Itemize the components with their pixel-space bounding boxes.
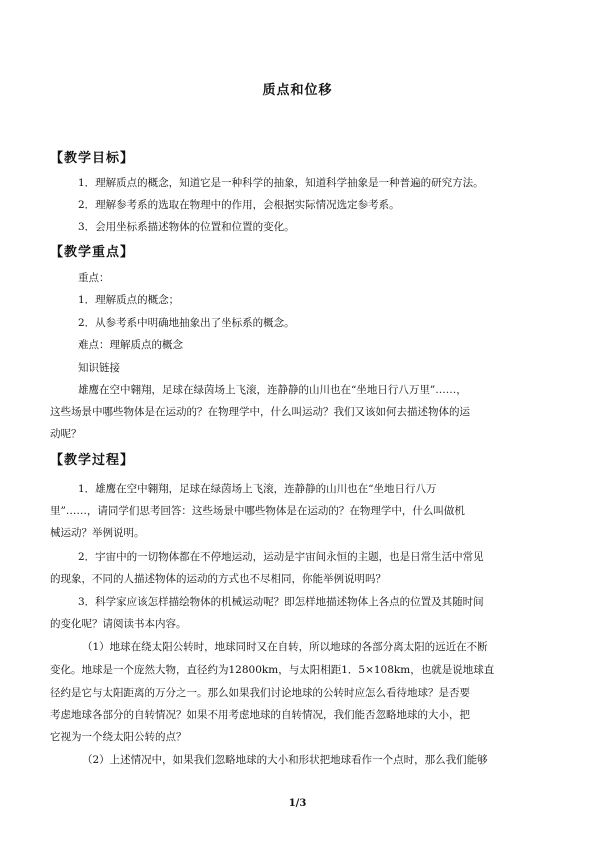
process-line: 的现象，不同的人描述物体的运动的方式也不尽相同，你能举例说明吗？ xyxy=(50,573,386,585)
process-line: 考虑地球各部分的自转情况？如果不用考虑地球的自转情况，我们能否忽略地球的大小，把 xyxy=(50,709,470,721)
process-line: 它视为一个绕太阳公转的点？ xyxy=(50,731,187,743)
knowledge-link-text: 这些场景中哪些物体是在运动的？在物理学中，什么叫运动？我们又该如何去描述物体的运 xyxy=(50,406,470,418)
process-line: 2．宇宙中的一切物体都在不停地运动，运动是宇宙间永恒的主题，也是日常生活中常见 xyxy=(78,551,484,563)
document-title: 质点和位移 xyxy=(262,83,333,98)
process-line: 械运动？举例说明。 xyxy=(50,527,145,539)
key-point-line: 2．从参考系中明确地抽象出了坐标系的概念。 xyxy=(78,317,295,329)
goal-item: 3．会用坐标系描述物体的位置和位置的变化。 xyxy=(78,221,295,233)
process-line: 径约是它与太阳距离的万分之一。那么如果我们讨论地球的公转时应怎么看待地球？是否要 xyxy=(50,687,470,699)
goal-item: 1．理解质点的概念，知道它是一种科学的抽象，知道科学抽象是一种普遍的研究方法。 xyxy=(78,177,484,189)
knowledge-link-text: 雄鹰在空中翱翔，足球在绿茵场上飞滚，连静静的山川也在“坐地日行八万里”……， xyxy=(78,384,467,396)
process-line: 里”……，请同学们思考回答：这些场景中哪些物体是在运动的？在物理学中，什么叫做机 xyxy=(50,505,465,517)
key-point-line: 1．理解质点的概念； xyxy=(78,294,180,306)
knowledge-link-text: 动呢？ xyxy=(50,428,82,440)
section-heading-process: 【教学过程】 xyxy=(50,453,135,468)
process-line: 1．雄鹰在空中翱翔，足球在绿茵场上飞滚，连静静的山川也在“坐地日行八万 xyxy=(78,483,437,495)
process-line: 的变化呢？请阅读书本内容。 xyxy=(50,618,187,630)
process-line: （2）上述情况中，如果我们忽略地球的大小和形状把地球看作一个点时，那么我们能够 xyxy=(82,754,488,766)
process-line: （1）地球在绕太阳公转时，地球同时又在自转，所以地球的各部分离太阳的远近在不断 xyxy=(82,641,488,653)
knowledge-link-label: 知识链接 xyxy=(78,362,120,374)
key-point-line: 难点：理解质点的概念 xyxy=(78,339,183,351)
section-heading-key-points: 【教学重点】 xyxy=(50,245,135,260)
key-point-line: 重点： xyxy=(78,272,110,284)
page-number: 1/3 xyxy=(288,798,307,809)
goal-item: 2．理解参考系的选取在物理中的作用，会根据实际情况选定参考系。 xyxy=(78,199,400,211)
process-line: 变化。地球是一个庞然大物，直径约为12800km，与太阳相距1．5×108km，也就是说地球直 xyxy=(50,664,495,676)
section-heading-goals: 【教学目标】 xyxy=(50,151,135,166)
process-line: 3．科学家应该怎样描绘物体的机械运动呢？即怎样地描述物体上各点的位置及其随时间 xyxy=(78,596,484,608)
